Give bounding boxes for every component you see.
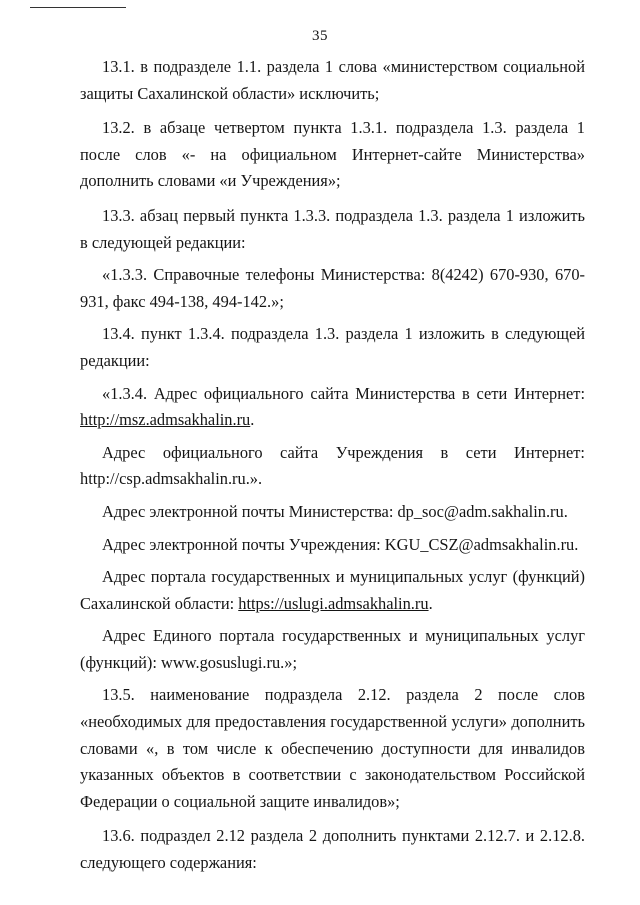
institution-site-url: http://csp.admsakhalin.ru.». bbox=[80, 469, 263, 489]
institution-site-word: сети bbox=[465, 442, 497, 462]
ministry-site-address bbox=[80, 381, 585, 434]
unified-portal-address: Адрес Единого портала государственных и муниципальных услуг (функций): www.gosuslugi.ru.»; bbox=[80, 626, 585, 672]
institution-site-word: сайта bbox=[280, 442, 319, 462]
ministry-site-prefix: «1.3.4. Адрес официального сайта Министерства в сети Интернет: bbox=[102, 383, 585, 403]
ministry-email: Адрес электронной почты Министерства: dp_soc@adm.sakhalin.ru. bbox=[102, 501, 568, 521]
institution-site-word: Учреждения bbox=[335, 442, 424, 462]
paragraph-13-4: 13.4. пункт 1.3.4. подраздела 1.3. раздела 1 изложить в следующей редакции: bbox=[80, 324, 585, 370]
regional-portal-suffix: . bbox=[428, 593, 433, 613]
institution-site-label-line bbox=[80, 440, 585, 467]
paragraph-13-5: 13.5. наименование подраздела 2.12. раздела 2 после слов «необходимых для предоставления государственной услуги» дополнить словами «, в том числе к обеспечению доступности для инвалидов указанных объектов в соответствии с законодательством Российской Федерации о социальной защите инвалидов»; bbox=[80, 685, 585, 811]
regional-portal-prefix: Адрес портала государственных и муниципальных услуг (функций) Сахалинской области: bbox=[80, 567, 585, 613]
institution-site-word: Адрес bbox=[102, 442, 146, 462]
regional-portal-address bbox=[80, 564, 585, 617]
paragraph-13-2: 13.2. в абзаце четвертом пункта 1.3.1. подраздела 1.3. раздела 1 после слов «- на официальном Интернет-сайте Министерства» дополнить словами «и Учреждения»; bbox=[80, 118, 585, 191]
paragraph-13-3-quote: «1.3.3. Справочные телефоны Министерства: 8(4242) 670-930, 670-931, факс 494-138, 494-142.»; bbox=[80, 265, 585, 311]
institution-site-word: в bbox=[440, 442, 449, 462]
institution-site-word: Интернет: bbox=[513, 442, 585, 462]
ministry-site-link[interactable]: http://msz.admsakhalin.ru bbox=[80, 410, 251, 430]
page-number: 35 bbox=[312, 28, 328, 44]
ministry-site-suffix: . bbox=[250, 410, 255, 430]
document-body bbox=[80, 54, 585, 877]
header-rule bbox=[30, 7, 126, 8]
regional-portal-link[interactable]: https://uslugi.admsakhalin.ru bbox=[238, 593, 429, 613]
paragraph-13-6: 13.6. подраздел 2.12 раздела 2 дополнить пунктами 2.12.7. и 2.12.8. следующего содержания: bbox=[80, 826, 585, 873]
institution-email: Адрес электронной почты Учреждения: KGU_CSZ@admsakhalin.ru. bbox=[102, 534, 579, 554]
paragraph-13-3: 13.3. абзац первый пункта 1.3.3. подраздела 1.3. раздела 1 изложить в следующей редакции: bbox=[80, 205, 585, 252]
institution-site-word: официального bbox=[162, 442, 263, 462]
paragraph-13-1: 13.1. в подразделе 1.1. раздела 1 слова «министерством социальной защиты Сахалинской области» исключить; bbox=[80, 57, 585, 103]
